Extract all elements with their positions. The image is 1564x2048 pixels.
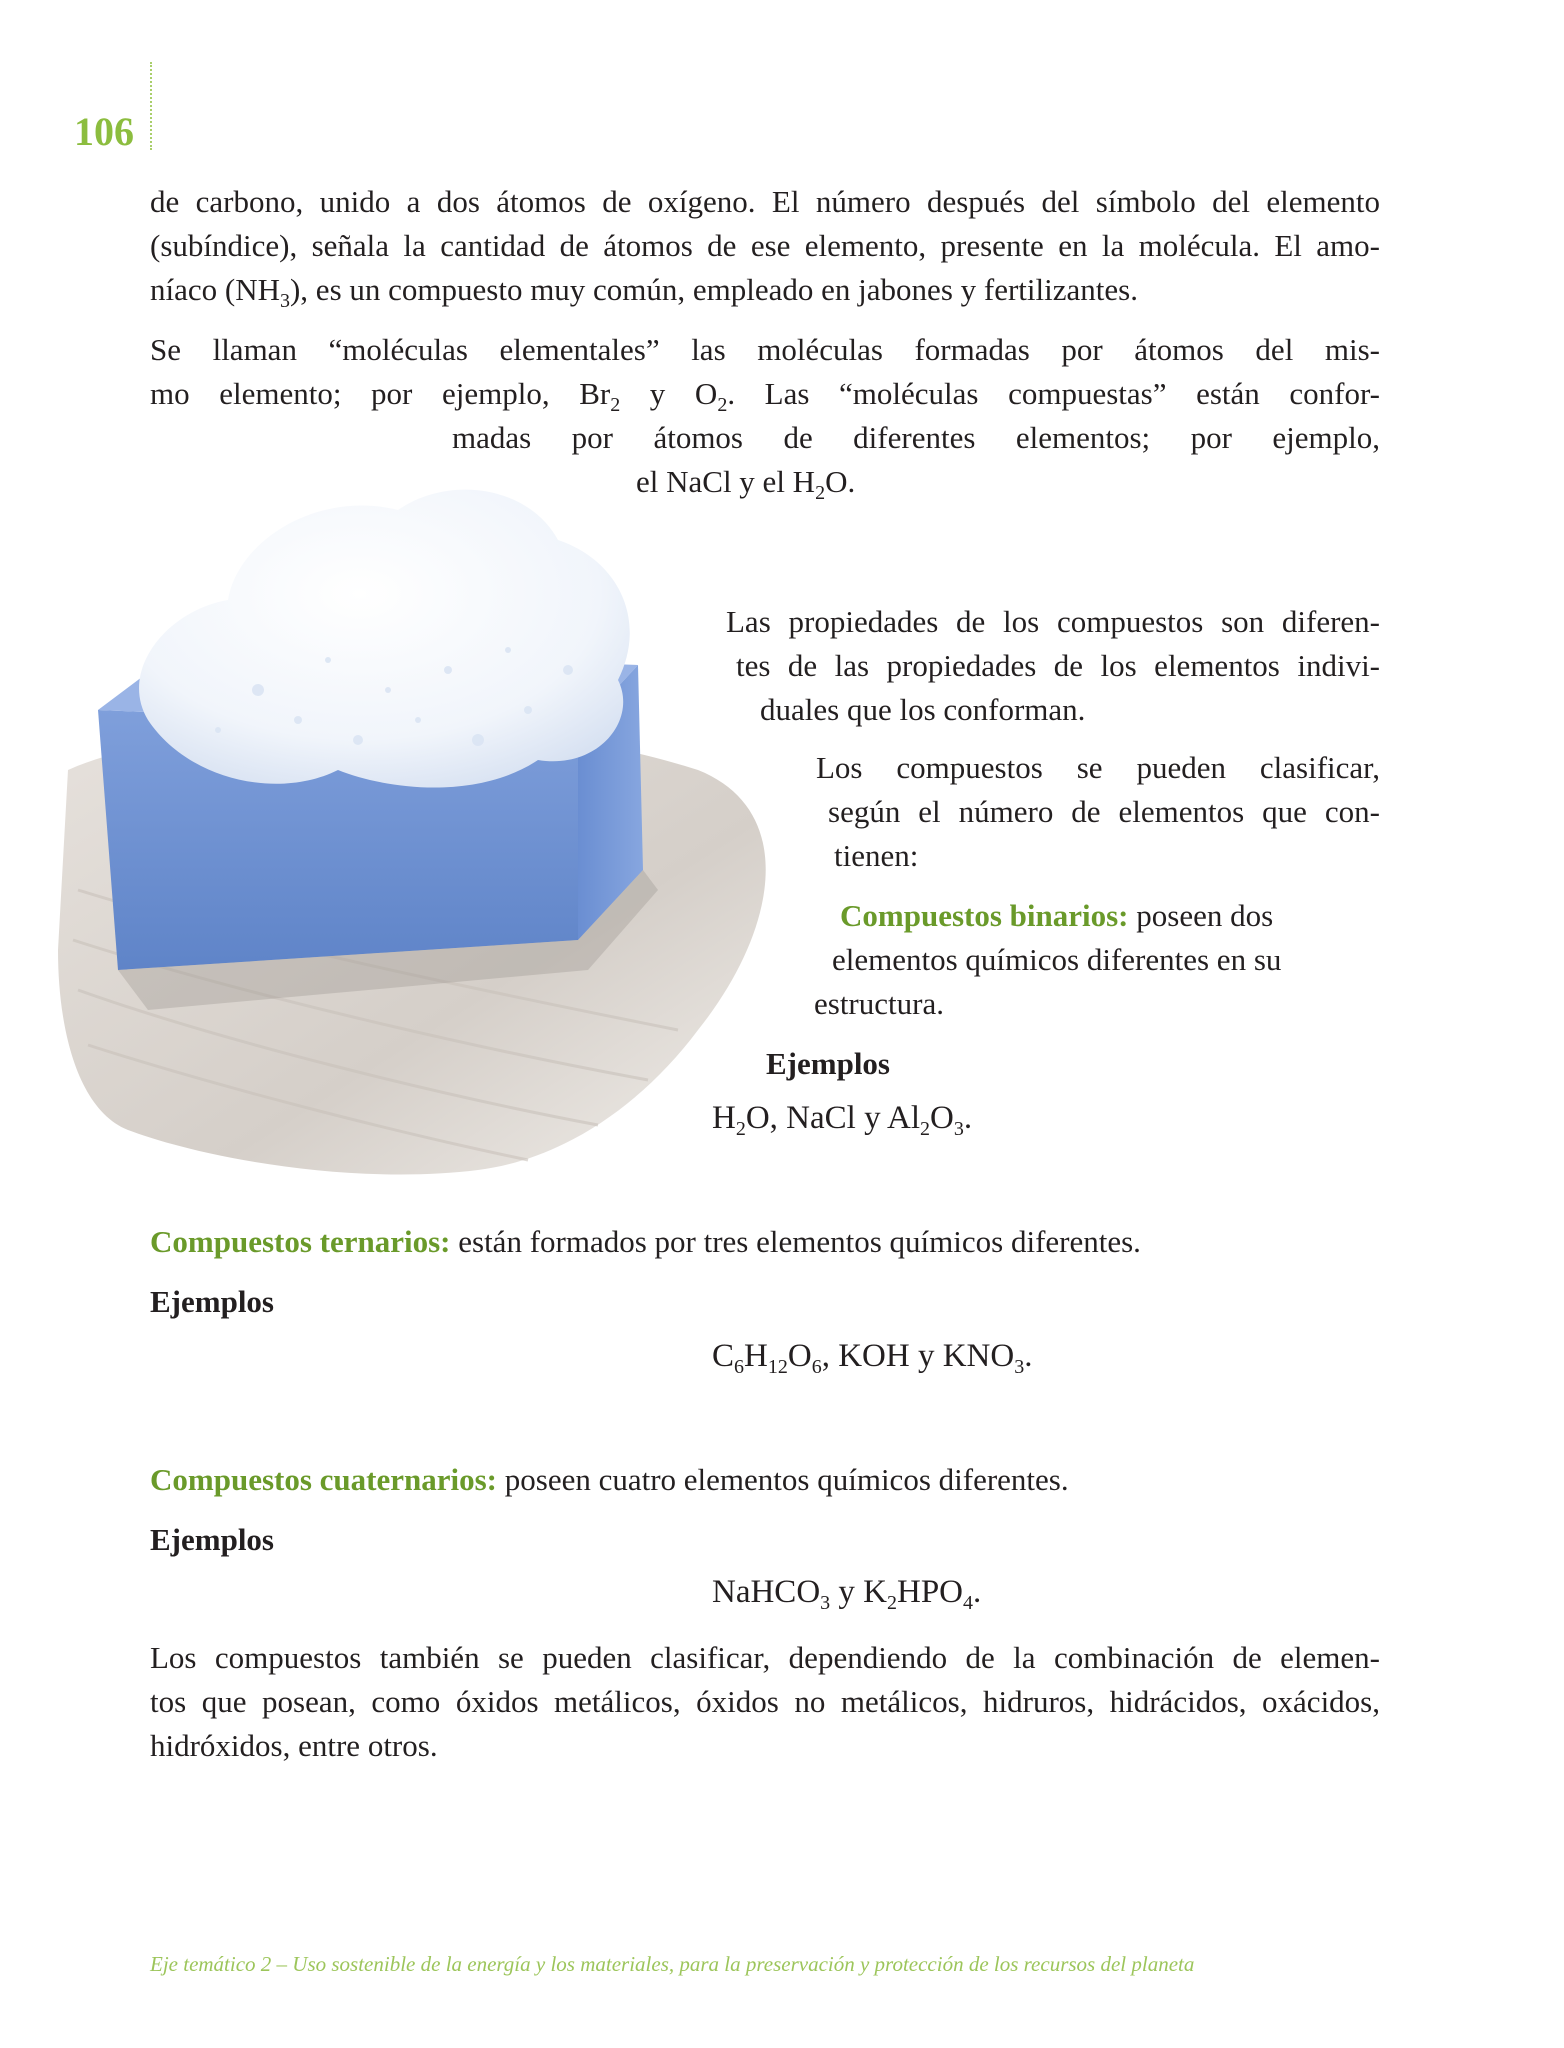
binary-paragraph [840, 894, 1400, 938]
classify-paragraph-2 [828, 790, 1380, 834]
binary-examples-label: Ejemplos [766, 1046, 890, 1081]
soap-illustration [58, 470, 798, 1190]
intro-line-1: de carbono, unido a dos átomos de oxígeno. El número después del símbolo del elemento [150, 184, 1380, 219]
closing-line-1: Los compuestos también se pueden clasificar, dependiendo de la combinación de elemen- [150, 1640, 1380, 1675]
intro-paragraph [150, 180, 1380, 312]
quaternary-examples-label: Ejemplos [150, 1522, 274, 1557]
binary-paragraph-3 [814, 982, 1374, 1026]
quaternary-line: Compuestos cuaternarios: poseen cuatro elementos químicos diferentes. [150, 1462, 1069, 1497]
classify-line-3: tienen: [834, 838, 919, 873]
page-number: 106 [74, 109, 134, 154]
properties-paragraph [726, 600, 1380, 644]
closing-line-3: hidróxidos, entre otros. [150, 1728, 438, 1763]
page-number-rule [150, 62, 152, 150]
binary-term: Compuestos binarios: [840, 898, 1129, 933]
classify-line-1: Los compuestos se pueden clasificar, [816, 750, 1380, 785]
closing-paragraph [150, 1636, 1380, 1768]
molecules-continued [452, 416, 1380, 460]
binary-examples-formula: $H_2O$, NaCl y $Al_2O_3$. [712, 1100, 973, 1140]
page-footer: Eje temático 2 – Uso sostenible de la energía y los materiales, para la preservación y protección de los recursos del planeta [150, 1952, 1195, 1976]
ternary-term: Compuestos ternarios: [150, 1224, 451, 1259]
quaternary-examples-formula: NaHCO$_3$ y $K_2HPO_4$. [712, 1574, 982, 1614]
ternary-paragraph [150, 1220, 1380, 1264]
properties-line-3: duales que los conforman. [760, 692, 1086, 727]
ternary-line: Compuestos ternarios: están formados por tres elementos químicos diferentes. [150, 1224, 1141, 1259]
molecules-line-2: mo elemento; por ejemplo, $Br_2$ y $O_2$. Las “moléculas compuestas” están confor- [150, 376, 1380, 416]
ternary-examples-formula: $C_6H_{12}O_6$, KOH y $KNO_3$. [712, 1338, 1033, 1378]
classify-paragraph [816, 746, 1380, 790]
quaternary-term: Compuestos cuaternarios: [150, 1462, 497, 1497]
molecules-line-4: el NaCl y el $H_2O$. [636, 464, 856, 504]
classify-paragraph-3 [834, 834, 1380, 878]
properties-paragraph-3 [760, 688, 1380, 732]
binary-line-2: elementos químicos diferentes en su [832, 942, 1282, 977]
intro-line-3: níaco $(NH_3)$, es un compuesto muy común, empleado en jabones y fertilizantes. [150, 272, 1138, 312]
closing-line-2: tos que posean, como óxidos metálicos, óxidos no metálicos, hidruros, hidrácidos, oxácidos, [150, 1684, 1380, 1719]
classify-line-2: según el número de elementos que con- [828, 794, 1380, 829]
properties-line-1: Las propiedades de los compuestos son diferen- [726, 604, 1380, 639]
binary-line-3: estructura. [814, 986, 944, 1021]
molecules-paragraph [150, 328, 1380, 416]
binary-line-1: Compuestos binarios: poseen dos [840, 898, 1274, 933]
molecules-line-1: Se llaman “moléculas elementales” las moléculas formadas por átomos del mis- [150, 332, 1380, 367]
quaternary-paragraph [150, 1458, 1380, 1502]
intro-line-2: (subíndice), señala la cantidad de átomos de ese elemento, presente en la molécula. El amo- [150, 228, 1380, 263]
properties-line-2: tes de las propiedades de los elementos indivi- [736, 648, 1380, 683]
molecules-line-3: madas por átomos de diferentes elementos; por ejemplo, [452, 420, 1380, 455]
ternary-examples-label: Ejemplos [150, 1284, 274, 1319]
properties-paragraph-2 [736, 644, 1380, 688]
binary-paragraph-2 [832, 938, 1392, 982]
